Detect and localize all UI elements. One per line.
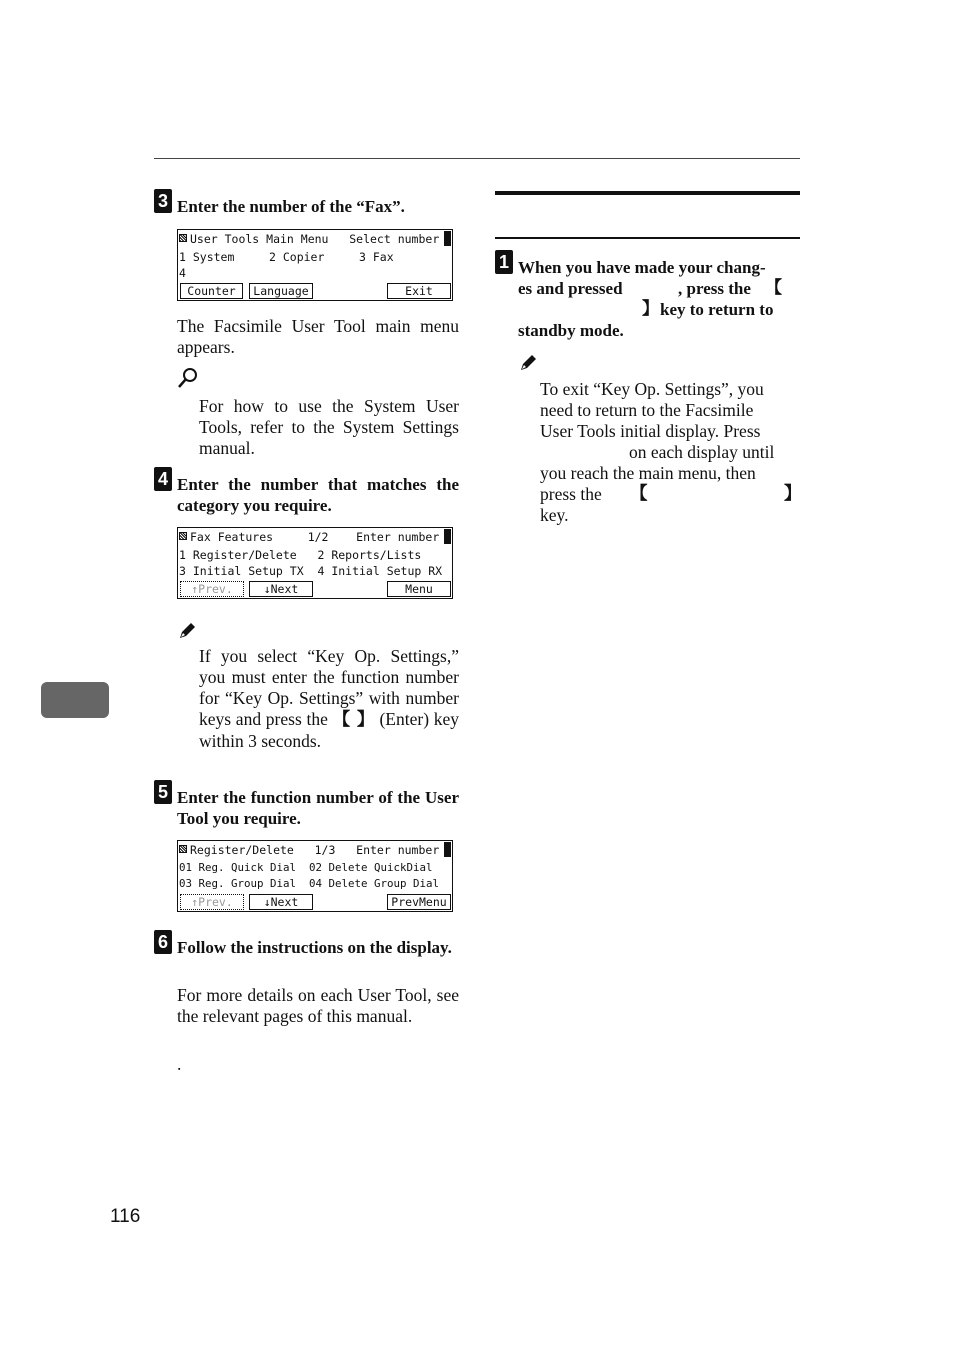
step-1-line-2a: es and pressed xyxy=(518,279,623,298)
note-line-6-text: press the xyxy=(540,484,602,504)
pencil-note-icon xyxy=(518,353,538,373)
lcd-row-1: User Tools Main Menu Select number xyxy=(190,232,440,246)
exit-button[interactable]: Exit xyxy=(387,283,451,299)
step-6-body: For more details on each User Tool, see the relevant pages of this manual. xyxy=(177,985,459,1026)
note-line-5: you reach the main menu, then xyxy=(540,463,756,483)
counter-button[interactable]: Counter xyxy=(180,283,243,299)
next-button[interactable]: ↓Next xyxy=(249,581,313,597)
lcd-cursor xyxy=(444,842,451,857)
section-heading-bar xyxy=(495,191,800,195)
trailing-dot: . xyxy=(177,1054,182,1074)
lcd-row-2: 1 Register/Delete 2 Reports/Lists xyxy=(179,548,422,562)
note-line-3: User Tools initial display. Press xyxy=(540,421,761,441)
note-line-6 xyxy=(540,484,800,505)
step-6-title: Follow the instructions on the display. xyxy=(177,938,452,957)
key-bracket-open: 【 xyxy=(765,278,782,298)
page-number: 116 xyxy=(110,1206,141,1227)
language-button[interactable]: Language xyxy=(249,283,313,299)
step-number-1: 1 xyxy=(495,250,513,274)
section-heading-underline xyxy=(495,237,800,239)
lcd-cursor xyxy=(444,529,451,544)
step-number-5: 5 xyxy=(154,780,172,804)
note-line-4: on each display until xyxy=(629,442,775,462)
note-text: If you select “Key Op. Settings,” you must enter the function number for “Key Op. Settings” with number keys and press the xyxy=(199,646,459,729)
step-1-line-2b: , press the xyxy=(678,279,751,298)
prev-menu-button[interactable]: PrevMenu xyxy=(387,894,451,910)
right-note xyxy=(540,379,800,526)
step-1-line-3b: key to return to xyxy=(660,300,774,319)
header-rule xyxy=(154,158,800,159)
lcd-status-icon xyxy=(179,234,187,242)
lcd-row-2: 1 System 2 Copier 3 Fax xyxy=(179,250,394,264)
next-button[interactable]: ↓Next xyxy=(249,894,313,910)
pencil-note-icon xyxy=(177,621,197,641)
step-5-title: Enter the function number of the User Tool you require. xyxy=(177,788,459,828)
lcd-status-icon xyxy=(179,845,187,853)
prev-button[interactable]: ↑Prev. xyxy=(180,581,244,597)
step-3-body: The Facsimile User Tool main menu appears. xyxy=(177,316,459,357)
prev-button[interactable]: ↑Prev. xyxy=(180,894,244,910)
note-line-2: need to return to the Facsimile xyxy=(540,400,754,420)
step-number-6: 6 xyxy=(154,930,172,954)
lcd-user-tools-main-menu xyxy=(177,229,453,301)
magnifier-reference-icon xyxy=(177,367,199,389)
step-4-note xyxy=(199,646,459,752)
step-3-title: Enter the number of the “Fax”. xyxy=(177,197,405,216)
step-4-title: Enter the number that matches the category you require. xyxy=(177,475,459,515)
step-1-line-4: standby mode. xyxy=(518,321,624,340)
chapter-tab xyxy=(41,682,109,718)
lcd-row-3: 4 xyxy=(179,266,186,280)
step-1-line-1: When you have made your chang- xyxy=(518,258,766,277)
note-line-1: To exit “Key Op. Settings”, you xyxy=(540,379,764,399)
note-line-7: key. xyxy=(540,505,569,525)
lcd-cursor xyxy=(444,231,451,246)
lcd-row-3: 3 Initial Setup TX 4 Initial Setup RX xyxy=(179,564,443,578)
step-number-3: 3 xyxy=(154,189,172,213)
key-bracket-close: 】 xyxy=(784,484,802,504)
lcd-register-delete xyxy=(177,840,453,912)
note-text-tail: (Enter) key within 3 seconds. xyxy=(199,709,460,751)
key-bracket-close: 】 xyxy=(642,299,659,319)
enter-key-symbol: 【 】 xyxy=(332,710,375,730)
lcd-row-1: Fax Features 1/2 Enter number xyxy=(190,530,440,544)
step-1-title xyxy=(518,257,800,341)
step-1-line-3 xyxy=(518,299,800,320)
menu-button[interactable]: Menu xyxy=(387,581,451,597)
lcd-row-1: Register/Delete 1/3 Enter number xyxy=(190,843,440,857)
key-bracket-open: 【 xyxy=(630,484,648,504)
step-1-line-2 xyxy=(518,278,800,299)
lcd-status-icon xyxy=(179,532,187,540)
lcd-row-3: 03 Reg. Group Dial 04 Delete Group Dial xyxy=(179,877,440,890)
step-number-4: 4 xyxy=(154,467,172,491)
lcd-fax-features xyxy=(177,527,453,599)
lcd-row-2: 01 Reg. Quick Dial 02 Delete QuickDial xyxy=(179,861,433,874)
step-3-reference: For how to use the System User Tools, refer to the System Settings manual. xyxy=(199,396,459,458)
